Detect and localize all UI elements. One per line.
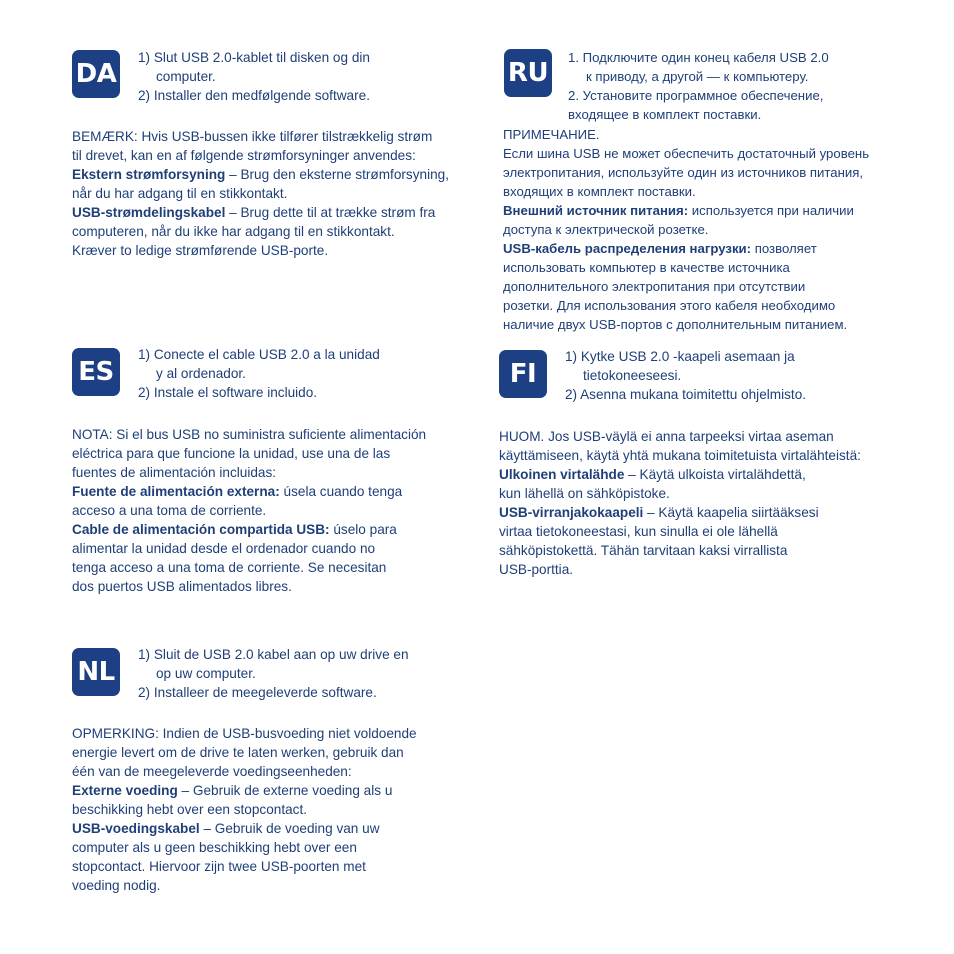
note-line: energie levert om de drive te laten werken, gebruik dan — [72, 745, 404, 760]
note-line: розетки. Для использования этого кабеля необходимо — [503, 298, 836, 313]
term-external-power: Externe voeding — [72, 783, 178, 798]
note-line: eléctrica para que funcione la unidad, use una de las — [72, 446, 391, 461]
note-line: voeding nodig. — [72, 878, 161, 893]
note-line: USB-strømdelingskabel – Brug dette til at trække strøm fra — [72, 205, 436, 220]
step-2: 2) Instale el software incluido. — [138, 385, 318, 400]
step-2: 2) Installeer de meegeleverde software. — [138, 685, 377, 700]
term-usb-share-cable: Cable de alimentación compartida USB: — [72, 522, 330, 537]
note-nl — [72, 724, 417, 895]
step-1: 1) Slut USB 2.0-kablet til disken og din — [138, 50, 370, 65]
step-1-cont: computer. — [156, 69, 216, 84]
note-line: acceso a una toma de corriente. — [72, 503, 267, 518]
note-line: наличие двух USB-портов с дополнительным питанием. — [503, 317, 848, 332]
note-line: Cable de alimentación compartida USB: úselo para — [72, 522, 397, 537]
term-external-power: Ekstern strømforsyning — [72, 167, 226, 182]
note-line: электропитания, используйте один из источников питания, — [503, 165, 864, 180]
term-usb-share-cable: USB-voedingskabel — [72, 821, 200, 836]
note-line: når du har adgang til en stikkontakt. — [72, 186, 288, 201]
note-ru — [503, 125, 869, 334]
language-badge-da: DA — [72, 50, 120, 98]
step-2: 2. Установите программное обеспечение, — [568, 88, 824, 103]
term-external-power: Внешний источник питания: — [503, 203, 689, 218]
note-line: USB-voedingskabel – Gebruik de voeding van uw — [72, 821, 380, 836]
term-usb-share-cable: USB-strømdelingskabel — [72, 205, 226, 220]
note-line: sähköpistokettä. Tähän tarvitaan kaksi virrallista — [499, 543, 788, 558]
note-line: computeren, når du ikke har adgang til en stikkontakt. — [72, 224, 395, 239]
step-1: 1) Kytke USB 2.0 -kaapeli asemaan ja — [565, 349, 795, 364]
term-usb-share-cable: USB-virranjakokaapeli — [499, 505, 644, 520]
note-line: HUOM. Jos USB-väylä ei anna tarpeeksi virtaa aseman — [499, 429, 834, 444]
language-badge-es: ES — [72, 348, 120, 396]
step-2: 2) Installer den medfølgende software. — [138, 88, 370, 103]
note-da — [72, 127, 449, 260]
note-line: dos puertos USB alimentados libres. — [72, 579, 292, 594]
note-line: computer als u geen beschikking hebt over een — [72, 840, 357, 855]
note-line: OPMERKING: Indien de USB-busvoeding niet voldoende — [72, 726, 417, 741]
note-line: USB-кабель распределения нагрузки: позволяет — [503, 241, 817, 256]
note-line: использовать компьютер в качестве источника — [503, 260, 790, 275]
note-line: NOTA: Si el bus USB no suministra suficiente alimentación — [72, 427, 427, 442]
note-line: Fuente de alimentación externa: úsela cuando tenga — [72, 484, 403, 499]
note-line: ПРИМЕЧАНИЕ. — [503, 127, 600, 142]
steps-nl — [138, 645, 409, 702]
note-line: входящих в комплект поставки. — [503, 184, 696, 199]
note-line: дополнительного электропитания при отсутствии — [503, 279, 806, 294]
note-line: Externe voeding – Gebruik de externe voeding als u — [72, 783, 393, 798]
language-badge-ru: RU — [504, 49, 552, 97]
term-external-power: Ulkoinen virtalähde — [499, 467, 625, 482]
term-external-power: Fuente de alimentación externa: — [72, 484, 280, 499]
note-line: USB-porttia. — [499, 562, 574, 577]
note-line: virtaa tietokoneestasi, kun sinulla ei ole lähellä — [499, 524, 778, 539]
note-line: Ekstern strømforsyning – Brug den eksterne strømforsyning, — [72, 167, 449, 182]
note-line: alimentar la unidad desde el ordenador cuando no — [72, 541, 376, 556]
note-line: fuentes de alimentación incluidas: — [72, 465, 277, 480]
step-1-cont: к приводу, а другой — к компьютеру. — [586, 69, 809, 84]
step-2: 2) Asenna mukana toimitettu ohjelmisto. — [565, 387, 807, 402]
note-line: доступа к электрической розетке. — [503, 222, 709, 237]
step-1: 1) Sluit de USB 2.0 kabel aan op uw drive en — [138, 647, 409, 662]
note-line: tenga acceso a una toma de corriente. Se necesitan — [72, 560, 387, 575]
note-line: één van de meegeleverde voedingseenheden: — [72, 764, 352, 779]
language-badge-fi: FI — [499, 350, 547, 398]
steps-ru — [568, 48, 829, 124]
note-line: kun lähellä on sähköpistoke. — [499, 486, 670, 501]
step-1-cont: op uw computer. — [156, 666, 256, 681]
note-line: stopcontact. Hiervoor zijn twee USB-poorten met — [72, 859, 366, 874]
step-1-cont: y al ordenador. — [156, 366, 246, 381]
note-line: BEMÆRK: Hvis USB-bussen ikke tilfører tilstrækkelig strøm — [72, 129, 433, 144]
note-line: USB-virranjakokaapeli – Käytä kaapelia siirtääksesi — [499, 505, 819, 520]
step-2-cont: входящее в комплект поставки. — [568, 107, 762, 122]
steps-da — [138, 48, 370, 105]
note-line: Внешний источник питания: используется при наличии — [503, 203, 854, 218]
step-1-cont: tietokoneeseesi. — [583, 368, 682, 383]
language-badge-nl: NL — [72, 648, 120, 696]
note-line: beschikking hebt over een stopcontact. — [72, 802, 308, 817]
step-1: 1. Подключите один конец кабеля USB 2.0 — [568, 50, 829, 65]
note-line: Если шина USB не может обеспечить достаточный уровень — [503, 146, 870, 161]
steps-es — [138, 345, 380, 402]
term-usb-share-cable: USB-кабель распределения нагрузки: — [503, 241, 752, 256]
note-line: käyttämiseen, käytä yhtä mukana toimitetuista virtalähteistä: — [499, 448, 861, 463]
steps-fi — [565, 347, 806, 404]
note-line: til drevet, kan en af følgende strømforsyninger anvendes: — [72, 148, 416, 163]
note-line: Kræver to ledige strømførende USB-porte. — [72, 243, 329, 258]
note-es — [72, 425, 426, 596]
note-line: Ulkoinen virtalähde – Käytä ulkoista virtalähdettä, — [499, 467, 806, 482]
note-fi — [499, 427, 861, 579]
step-1: 1) Conecte el cable USB 2.0 a la unidad — [138, 347, 380, 362]
